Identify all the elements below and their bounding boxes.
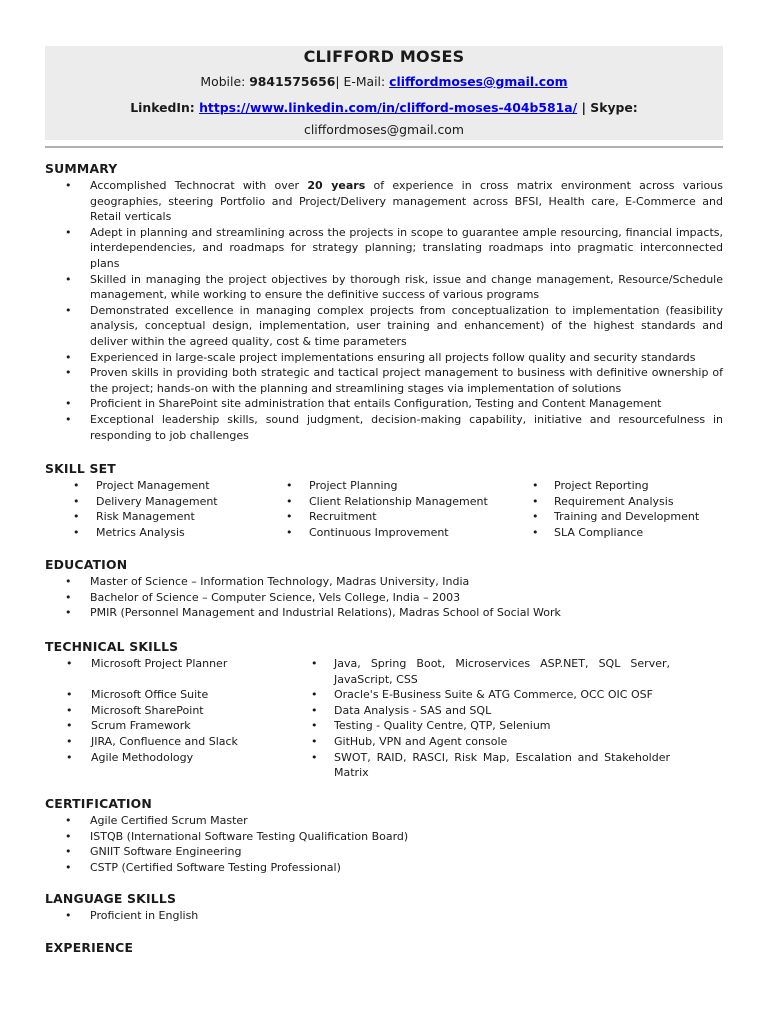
- tech-skill-item: • SWOT, RAID, RASCI, Risk Map, Escalation and Stakeholder Matrix: [311, 750, 670, 781]
- list-item: • PMIR (Personnel Management and Industrial Relations), Madras School of Social Work: [45, 605, 723, 621]
- skill-item: • Continuous Improvement: [285, 525, 529, 541]
- tech-skill-item: • Scrum Framework: [45, 718, 311, 734]
- list-item: • GNIIT Software Engineering: [45, 844, 723, 860]
- skill-item: • Client Relationship Management: [285, 494, 529, 510]
- tech-skill-item: • Java, Spring Boot, Microservices ASP.NET, SQL Server, JavaScript, CSS: [311, 656, 670, 687]
- mobile-label: Mobile:: [200, 74, 250, 89]
- list-item: • Adept in planning and streamlining across the projects in scope to guarantee ample resourcing, financial impacts, interdependencies, and roadmaps for strategy planning; translating roadmaps into pragmatic interconnected plans: [45, 225, 723, 272]
- tech-skill-item: • GitHub, VPN and Agent console: [311, 734, 670, 750]
- linkedin-link[interactable]: https://www.linkedin.com/in/clifford-moses-404b581a/: [199, 100, 578, 115]
- section-title: SUMMARY: [45, 161, 118, 176]
- experience-section: [45, 940, 723, 956]
- list-item: • Proven skills in providing both strategic and tactical project management to business with definitive ownership of the project; hands-on with the planning and streamlining stages via implementation of solutions: [45, 365, 723, 396]
- list-item: • Agile Certified Scrum Master: [45, 813, 723, 829]
- list-item: • Bachelor of Science – Computer Science, Vels College, India – 2003: [45, 590, 723, 606]
- header-divider: [45, 146, 723, 148]
- skill-item: • Training and Development: [529, 509, 723, 525]
- education-list: [45, 574, 723, 621]
- section-title: EDUCATION: [45, 557, 128, 572]
- tech-skill-item: • Agile Methodology: [45, 750, 311, 781]
- list-item: • Exceptional leadership skills, sound judgment, decision-making capability, initiative and resourcefulness in responding to job challenges: [45, 412, 723, 443]
- section-title: EXPERIENCE: [45, 940, 134, 955]
- tech-skill-item: • Data Analysis - SAS and SQL: [311, 703, 670, 719]
- skill-item: • Project Planning: [285, 478, 529, 494]
- tech-skill-item: • Microsoft Office Suite: [45, 687, 311, 703]
- list-item: • Skilled in managing the project objectives by thorough risk, issue and change management, Resource/Schedule management, while working to ensure the definitive success of various programs: [45, 272, 723, 303]
- list-item: • CSTP (Certified Software Testing Professional): [45, 860, 723, 876]
- tech-skill-item: • Microsoft Project Planner: [45, 656, 311, 687]
- email-link[interactable]: cliffordmoses@gmail.com: [389, 74, 568, 89]
- skill-item: • Metrics Analysis: [45, 525, 285, 541]
- section-title: SKILL SET: [45, 461, 116, 476]
- skill-item: • Risk Management: [45, 509, 285, 525]
- summary-list: [45, 178, 723, 443]
- section-title: CERTIFICATION: [45, 796, 152, 811]
- skill-grid: [45, 478, 723, 540]
- section-title: LANGUAGE SKILLS: [45, 891, 177, 906]
- tech-skill-item: • Testing - Quality Centre, QTP, Selenium: [311, 718, 670, 734]
- skill-item: • Recruitment: [285, 509, 529, 525]
- skill-item: • Project Reporting: [529, 478, 723, 494]
- section-title: TECHNICAL SKILLS: [45, 639, 179, 654]
- skill-item: • Project Management: [45, 478, 285, 494]
- skill-item: • Requirement Analysis: [529, 494, 723, 510]
- language-skills-section: [45, 891, 723, 924]
- tech-skill-item: • Microsoft SharePoint: [45, 703, 311, 719]
- tech-skill-item: • Oracle's E-Business Suite & ATG Commerce, OCC OIC OSF: [311, 687, 670, 703]
- list-item: • Proficient in English: [45, 908, 723, 924]
- skill-item: • Delivery Management: [45, 494, 285, 510]
- candidate-name: CLIFFORD MOSES: [303, 47, 465, 66]
- list-item: • Proficient in SharePoint site administration that entails Configuration, Testing and Content Management: [45, 396, 723, 412]
- list-item: • Experienced in large-scale project implementations ensuring all projects follow quality and security standards: [45, 350, 723, 366]
- skill-set-section: [45, 461, 723, 540]
- technical-skills-section: [45, 639, 723, 781]
- contact-row: [45, 74, 723, 90]
- linkedin-label: LinkedIn:: [130, 100, 200, 115]
- certification-list: [45, 813, 723, 875]
- list-item: • ISTQB (International Software Testing Qualification Board): [45, 829, 723, 845]
- linkedin-row: [45, 100, 723, 116]
- list-item: • Master of Science – Information Technology, Madras University, India: [45, 574, 723, 590]
- certification-section: [45, 796, 723, 875]
- technical-skills-grid: [45, 656, 723, 781]
- education-section: [45, 557, 723, 621]
- email-label: | E-Mail:: [335, 74, 390, 89]
- tech-skill-item: • JIRA, Confluence and Slack: [45, 734, 311, 750]
- skype-value: cliffordmoses@gmail.com: [304, 122, 464, 137]
- mobile-number: 9841575656: [249, 74, 336, 89]
- list-item: • Demonstrated excellence in managing complex projects from conceptualization to implementation (feasibility analysis, conceptual design, implementation, user training and enhancement) of the highest standards and deliver within the agreed quality, cost & time parameters: [45, 303, 723, 350]
- language-list: [45, 908, 723, 924]
- list-item: • Accomplished Technocrat with over 20 years of experience in cross matrix environment across various geographies, steering Portfolio and Project/Delivery management across BFSI, Health care, E-Commerce and Retail verticals: [45, 178, 723, 225]
- summary-section: [45, 161, 723, 443]
- resume-header: [45, 46, 723, 140]
- skill-item: • SLA Compliance: [529, 525, 723, 541]
- skype-label: | Skype:: [577, 100, 638, 115]
